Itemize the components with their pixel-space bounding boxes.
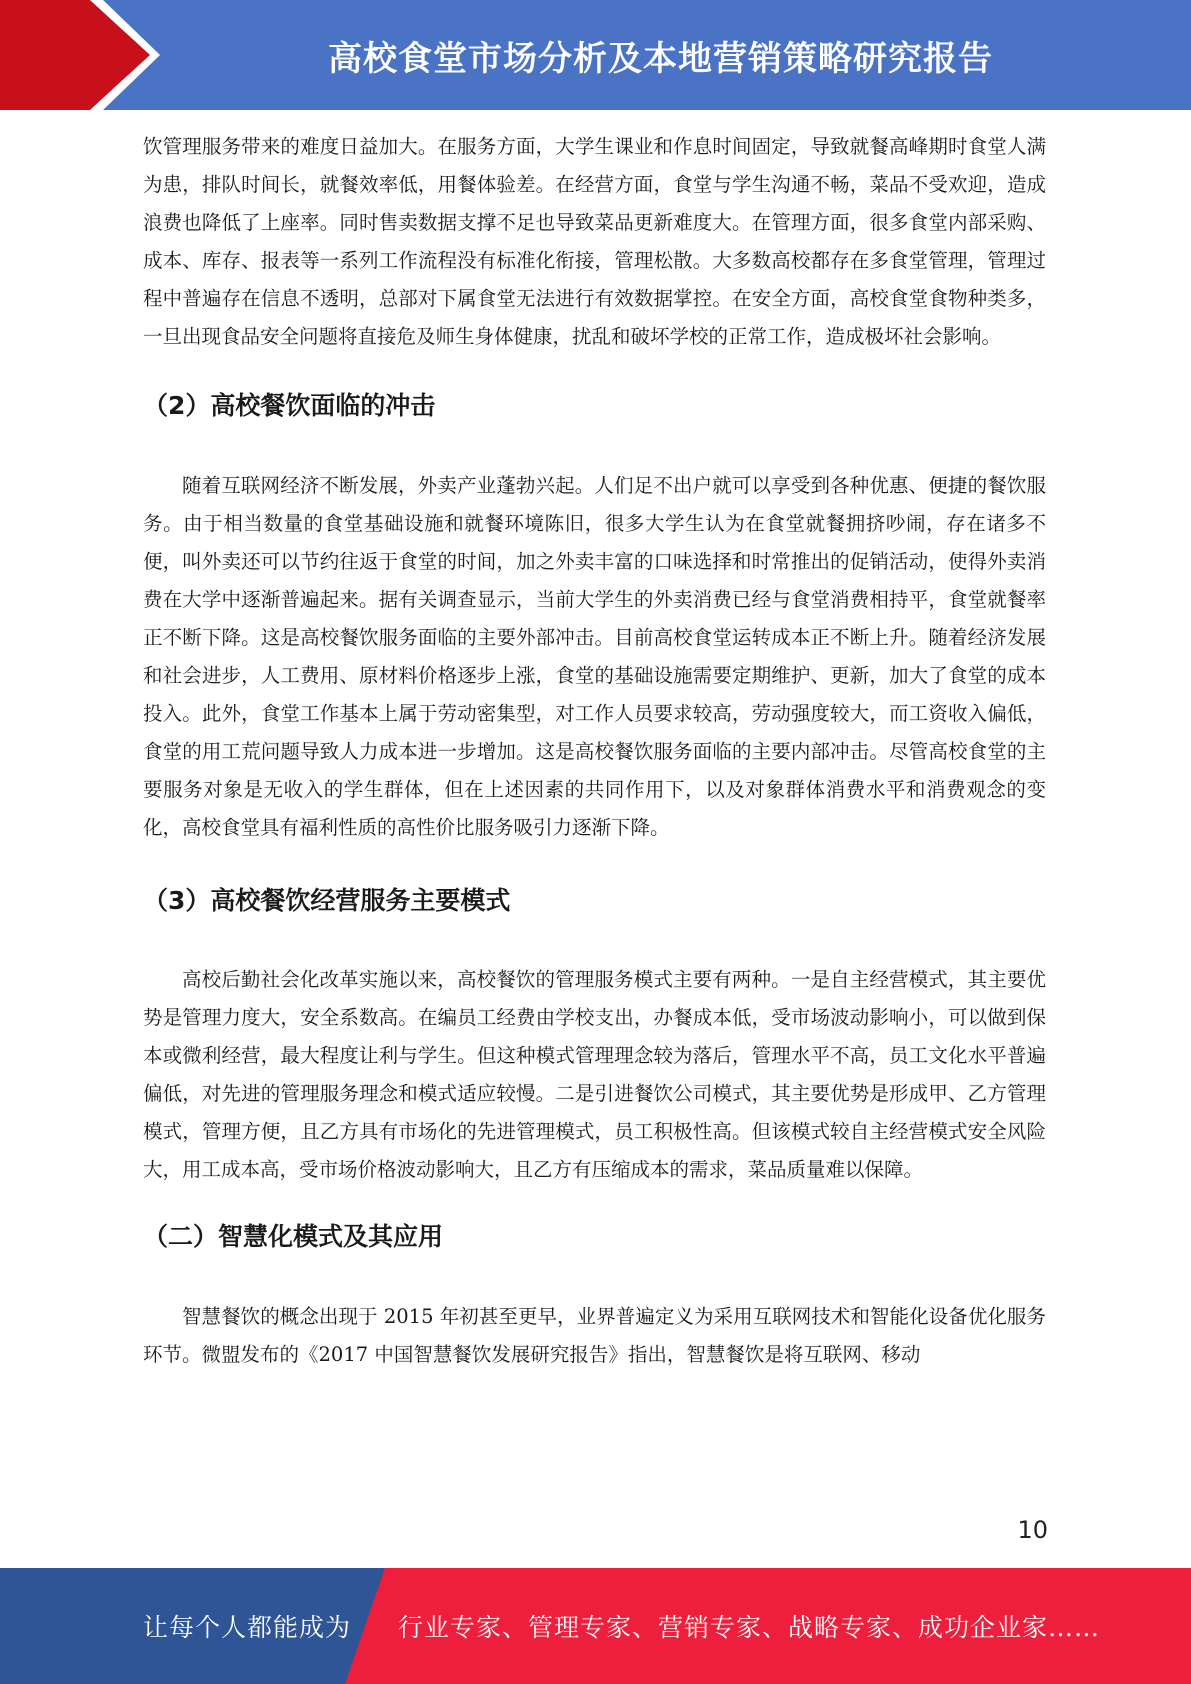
page-number: 10: [1017, 1516, 1048, 1544]
footer-slogan-right: 行业专家、管理专家、营销专家、战略专家、成功企业家……: [398, 1613, 1101, 1642]
section-heading-smart-mode: （二）智慧化模式及其应用: [143, 1222, 444, 1251]
footer-slogan-left: 让每个人都能成为: [143, 1613, 352, 1642]
header-chevron-decoration: [0, 0, 160, 110]
paragraph-impact: 随着互联网经济不断发展，外卖产业蓬勃兴起。人们足不出户就可以享受到各种优惠、便捷的餐饮服务。由于相当数量的食堂基础设施和就餐环境陈旧，很多大学生认为在食堂就餐拥挤吵闹，存在诸多不便，叫外卖还可以节约往返于食堂的时间，加之外卖丰富的口味选择和时常推出的促销活动，使得外卖消费在大学中逐渐普遍起来。据有关调查显示，当前大学生的外卖消费已经与食堂消费相持平，食堂就餐率正不断下降。这是高校餐饮服务面临的主要外部冲击。目前高校食堂运转成本正不断上升。随着经济发展和社会进步，人工费用、原材料价格逐步上涨，食堂的基础设施需要定期维护、更新，加大了食堂的成本投入。此外，食堂工作基本上属于劳动密集型，对工作人员要求较高，劳动强度较大，而工资收入偏低，食堂的用工荒问题导致人力成本进一步增加。这是高校餐饮服务面临的主要内部冲击。尽管高校食堂的主要服务对象是无收入的学生群体，但在上述因素的共同作用下，以及对象群体消费水平和消费观念的变化，高校食堂具有福利性质的高性价比服务吸引力逐渐下降。: [143, 474, 1046, 839]
paragraph-smart-mode: 智慧餐饮的概念出现于 2015 年初甚至更早，业界普遍定义为采用互联网技术和智能化设备优化服务环节。微盟发布的《2017 中国智慧餐饮发展研究报告》指出，智慧餐饮是将互联网、移动: [143, 1305, 1046, 1366]
page-footer: [0, 1568, 1191, 1684]
document-body: [143, 128, 1046, 1374]
paragraph-canteen-difficulties: 饮管理服务带来的难度日益加大。在服务方面，大学生课业和作息时间固定，导致就餐高峰期时食堂人满为患，排队时间长，就餐效率低，用餐体验差。在经营方面，食堂与学生沟通不畅，菜品不受欢迎，造成浪费也降低了上座率。同时售卖数据支撑不足也导致菜品更新难度大。在管理方面，很多食堂内部采购、成本、库存、报表等一系列工作流程没有标准化衔接，管理松散。大多数高校都存在多食堂管理，管理过程中普遍存在信息不透明，总部对下属食堂无法进行有效数据掌控。在安全方面，高校食堂食物种类多，一旦出现食品安全问题将直接危及师生身体健康，扰乱和破坏学校的正常工作，造成极坏社会影响。: [143, 135, 1046, 348]
section-heading-service-modes: （3）高校餐饮经营服务主要模式: [143, 886, 511, 915]
page-header: [0, 0, 1191, 110]
section-heading-impact: （2）高校餐饮面临的冲击: [143, 391, 436, 420]
paragraph-service-modes: 高校后勤社会化改革实施以来，高校餐饮的管理服务模式主要有两种。一是自主经营模式，其主要优势是管理力度大，安全系数高。在编员工经费由学校支出，办餐成本低，受市场波动影响小，可以做到保本或微利经营，最大程度让利与学生。但这种模式管理理念较为落后，管理水平不高，员工文化水平普遍偏低，对先进的管理服务理念和模式适应较慢。二是引进餐饮公司模式，其主要优势是形成甲、乙方管理模式，管理方便，且乙方具有市场化的先进管理模式，员工积极性高。但该模式较自主经营模式安全风险大，用工成本高，受市场价格波动影响大，且乙方有压缩成本的需求，菜品质量难以保障。: [143, 968, 1046, 1181]
header-red-chevron-icon: [0, 0, 150, 110]
document-title: 高校食堂市场分析及本地营销策略研究报告: [328, 38, 993, 79]
